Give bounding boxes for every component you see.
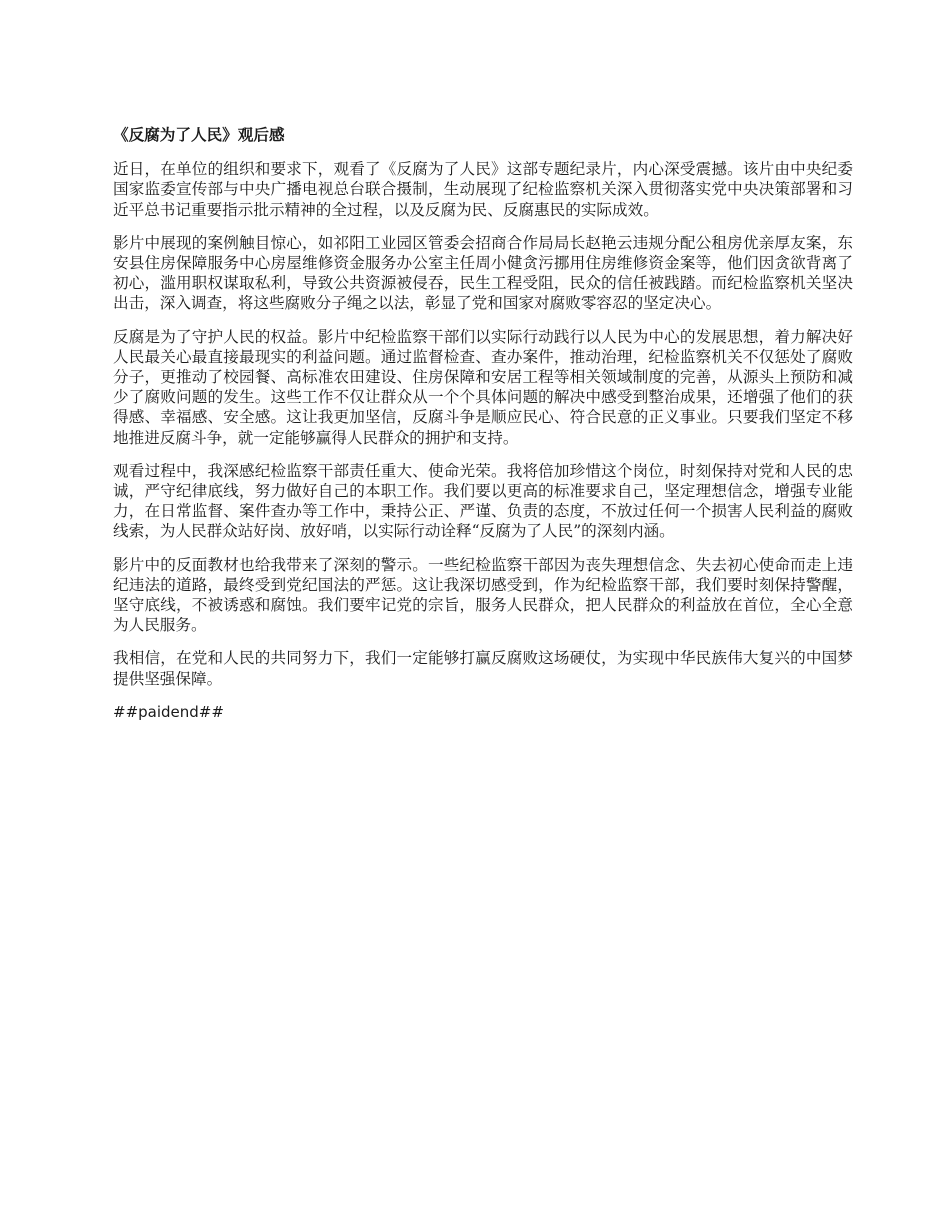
paragraph-2: 影片中展现的案例触目惊心，如祁阳工业园区管委会招商合作局局长赵艳云违规分配公租房优亲厚友案，东安县住房保障服务中心房屋维修资金服务办公室主任周小健贪污挪用住房维修资金案等，他们因贪欲背离了初心，滥用职权谋取私利，导致公共资源被侵吞，民生工程受阻，民众的信任被践踏。而纪检监察机关坚决出击，深入调查，将这些腐败分子绳之以法，彰显了党和国家对腐败零容忍的坚定决心。 — [113, 233, 853, 313]
paragraph-3: 反腐是为了守护人民的权益。影片中纪检监察干部们以实际行动践行以人民为中心的发展思想，着力解决好人民最关心最直接最现实的利益问题。通过监督检查、查办案件，推动治理，纪检监察机关不仅惩处了腐败分子，更推动了校园餐、高标准农田建设、住房保障和安居工程等相关领域制度的完善，从源头上预防和减少了腐败问题的发生。这些工作不仅让群众从一个个具体问题的解决中感受到整治成果，还增强了他们的获得感、幸福感、安全感。这让我更加坚信，反腐斗争是顺应民心、符合民意的正义事业。只要我们坚定不移地推进反腐斗争，就一定能够赢得人民群众的拥护和支持。 — [113, 327, 853, 447]
document-page — [113, 125, 853, 722]
end-marker: ##paidend## — [113, 702, 224, 721]
document-title: 《反腐为了人民》观后感 — [113, 126, 285, 144]
paragraph-4: 观看过程中，我深感纪检监察干部责任重大、使命光荣。我将倍加珍惜这个岗位，时刻保持对党和人民的忠诚，严守纪律底线，努力做好自己的本职工作。我们要以更高的标准要求自己，坚定理想信念，增强专业能力，在日常监督、案件查办等工作中，秉持公正、严谨、负责的态度，不放过任何一个损害人民利益的腐败线索，为人民群众站好岗、放好哨，以实际行动诠释“反腐为了人民”的深刻内涵。 — [113, 461, 853, 541]
paragraph-5: 影片中的反面教材也给我带来了深刻的警示。一些纪检监察干部因为丧失理想信念、失去初心使命而走上违纪违法的道路，最终受到党纪国法的严惩。这让我深切感受到，作为纪检监察干部，我们要时刻保持警醒，坚守底线，不被诱惑和腐蚀。我们要牢记党的宗旨，服务人民群众，把人民群众的利益放在首位，全心全意为人民服务。 — [113, 555, 853, 635]
paragraph-6: 我相信，在党和人民的共同努力下，我们一定能够打赢反腐败这场硬仗，为实现中华民族伟大复兴的中国梦提供坚强保障。 — [113, 649, 853, 688]
paragraph-1: 近日，在单位的组织和要求下，观看了《反腐为了人民》这部专题纪录片，内心深受震撼。该片由中央纪委国家监委宣传部与中央广播电视总台联合摄制，生动展现了纪检监察机关深入贯彻落实党中央决策部署和习近平总书记重要指示批示精神的全过程，以及反腐为民、反腐惠民的实际成效。 — [113, 160, 853, 219]
